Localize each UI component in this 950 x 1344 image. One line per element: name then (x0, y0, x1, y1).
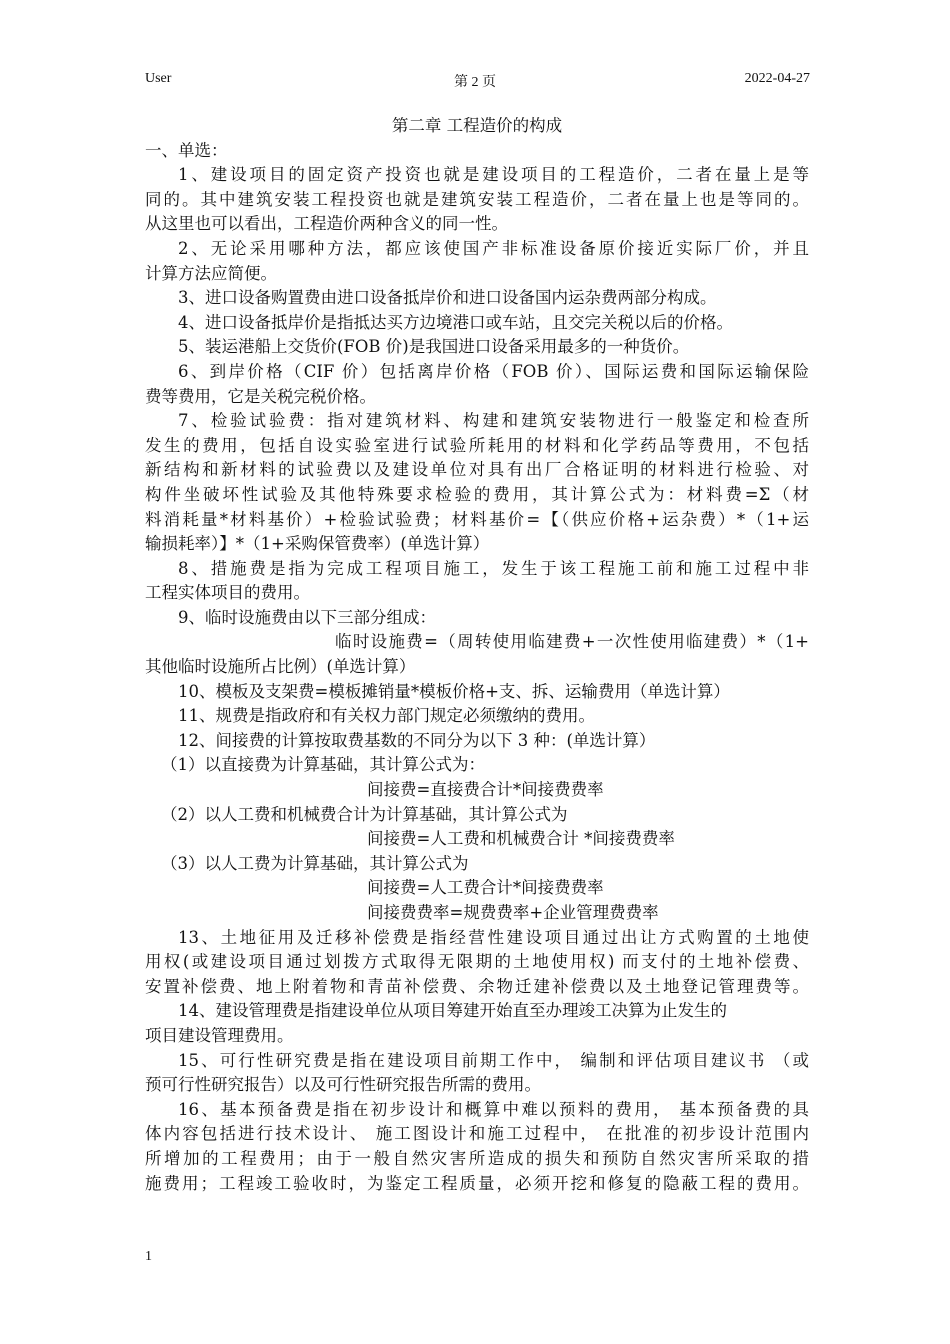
header-page-label: 第 2 页 (454, 75, 496, 90)
text-line: 间接费=人工费和机械费合计 *间接费费率 (367, 829, 675, 849)
text-line: 13、土地征用及迁移补偿费是指经营性建设项目通过出让方式购置的土地使 (178, 927, 809, 947)
text-line: 用权(或建设项目通过划拨方式取得无限期的土地使用权) 而支付的土地补偿费、 (145, 952, 809, 972)
text-line: 16、基本预备费是指在初步设计和概算中难以预料的费用， 基本预备费的具 (178, 1099, 809, 1119)
header-date: 2022-04-27 (744, 71, 810, 86)
header-user: User (145, 71, 172, 86)
text-line: 工程实体项目的费用。 (145, 583, 310, 603)
text-line: （2）以人工费和机械费合计为计算基础，其计算公式为 (161, 804, 568, 824)
document-body (145, 114, 809, 1196)
text-line: 计算方法应简便。 (145, 263, 277, 283)
text-line: 6、到岸价格（CIF 价）包括离岸价格（FOB 价）、国际运费和国际运输保险 (178, 361, 809, 381)
text-line: 体内容包括进行技术设计、 施工图设计和施工过程中， 在批准的初步设计范围内 (145, 1124, 809, 1144)
text-line: 安置补偿费、地上附着物和青苗补偿费、余物迁建补偿费以及土地登记管理费等。 (145, 976, 809, 996)
text-line: 临时设施费=（周转使用临建费+一次性使用临建费）*（1+ (335, 632, 809, 652)
text-line: 10、模板及支架费=模板摊销量*模板价格+支、拆、运输费用（单选计算） (178, 681, 730, 701)
text-line: 2、无论采用哪种方法，都应该使国产非标准设备原价接近实际厂价，并且 (178, 238, 809, 258)
text-line: （1）以直接费为计算基础，其计算公式为： (161, 755, 485, 775)
text-line: 新结构和新材料的试验费以及建设单位对具有出厂合格证明的材料进行检验、对 (145, 460, 809, 480)
text-line: 费等费用，它是关税完税价格。 (145, 386, 376, 406)
text-line: 15、可行性研究费是指在建设项目前期工作中， 编制和评估项目建议书 （或 (178, 1050, 809, 1070)
text-line: 1、建设项目的固定资产投资也就是建设项目的工程造价，二者在量上是等 (178, 165, 809, 185)
text-line: 12、间接费的计算按取费基数的不同分为以下 3 种：(单选计算） (178, 730, 656, 750)
text-line: 14、建设管理费是指建设单位从项目筹建开始直至办理竣工决算为止发生的 (178, 1001, 727, 1021)
text-line: 间接费=人工费合计*间接费费率 (367, 878, 604, 898)
text-line: 间接费=直接费合计*间接费费率 (367, 780, 604, 800)
text-line: 从这里也可以看出，工程造价两种含义的同一性。 (145, 214, 508, 234)
text-line: 所增加的工程费用；由于一般自然灾害所造成的损失和预防自然灾害所采取的措 (145, 1148, 809, 1168)
text-line: 输损耗率）】*（1+采购保管费率）(单选计算） (145, 534, 490, 554)
text-line: 料消耗量*材料基价）+检验试验费；材料基价=【（供应价格+运杂费）*（1+运 (145, 509, 809, 529)
text-line: 8、措施费是指为完成工程项目施工，发生于该工程施工前和施工过程中非 (178, 558, 809, 578)
text-line: 11、规费是指政府和有关权力部门规定必须缴纳的费用。 (178, 706, 595, 726)
text-line: 构件坐破坏性试验及其他特殊要求检验的费用，其计算公式为：材料费=Σ（材 (145, 484, 809, 504)
text-line: 预可行性研究报告）以及可行性研究报告所需的费用。 (145, 1075, 541, 1095)
text-line: 9、临时设施费由以下三部分组成： (178, 607, 436, 627)
text-line: 3、进口设备购置费由进口设备抵岸价和进口设备国内运杂费两部分构成。 (178, 288, 717, 308)
text-line: 其他临时设施所占比例）(单选计算） (145, 657, 416, 677)
text-line: 施费用；工程竣工验收时，为鉴定工程质量，必须开挖和修复的隐蔽工程的费用。 (145, 1173, 809, 1193)
text-line: 7、检验试验费：指对建筑材料、构建和建筑安装物进行一般鉴定和检查所 (178, 411, 809, 431)
text-line: 间接费费率=规费费率+企业管理费费率 (367, 903, 659, 922)
text-line: 4、进口设备抵岸价是指抵达买方边境港口或车站，且交完关税以后的价格。 (178, 312, 733, 332)
chapter-title: 第二章 工程造价的构成 (391, 116, 563, 135)
text-line: （3）以人工费为计算基础，其计算公式为 (161, 853, 469, 873)
footer-page-number: 1 (145, 1249, 152, 1264)
section-heading: 一、单选： (145, 140, 228, 160)
text-line: 同的。其中建筑安装工程投资也就是建筑安装工程造价，二者在量上也是等同的。 (145, 189, 809, 209)
text-line: 5、装运港船上交货价(FOB 价)是我国进口设备采用最多的一种货价。 (178, 337, 690, 357)
text-line: 项目建设管理费用。 (145, 1025, 294, 1045)
text-line: 发生的费用，包括自设实验室进行试验所耗用的材料和化学药品等费用，不包括 (145, 435, 809, 455)
